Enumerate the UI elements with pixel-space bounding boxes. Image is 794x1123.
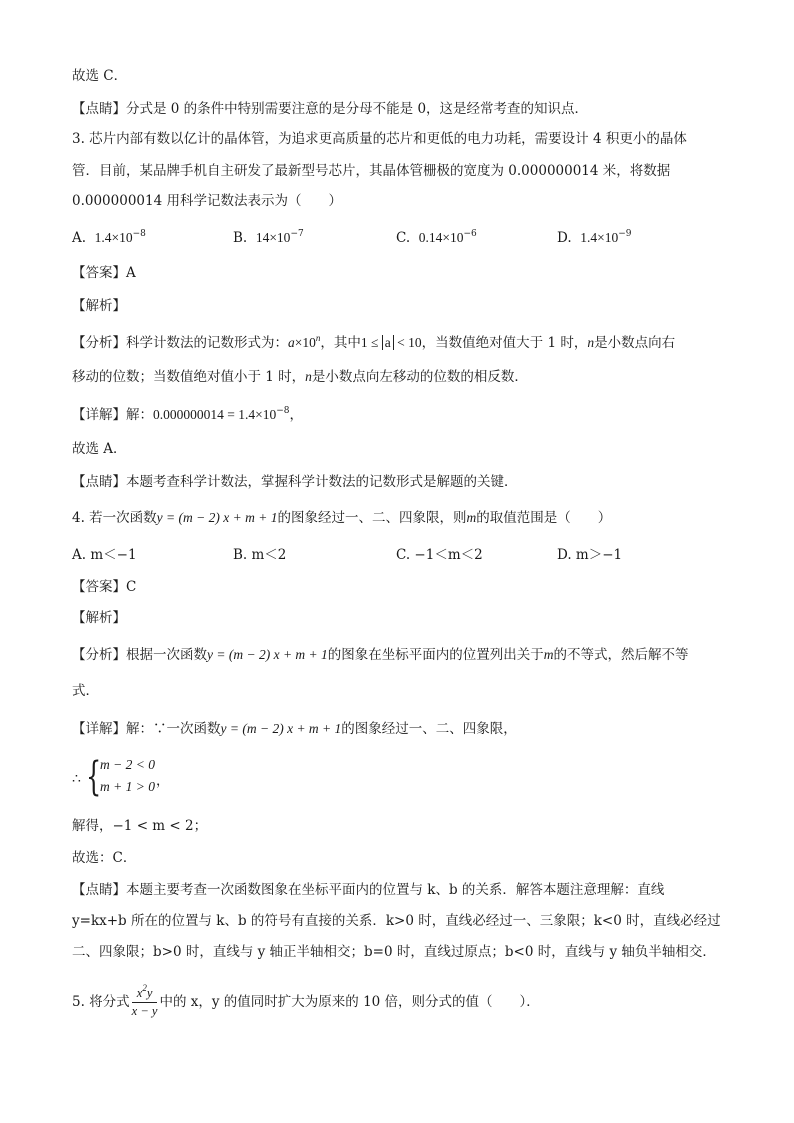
text-segment: 中的 x，y 的值同时扩大为原来的 10 倍，则分式的值（ ）． [159, 994, 540, 1010]
math-expr: y = (m − 2) x + m + 1 [220, 721, 342, 736]
option-letter: D. [557, 230, 572, 246]
text-segment: 【详解】解： [72, 407, 153, 423]
math-var: a [288, 335, 295, 350]
text-segment: 的图象经过一、二、四象限， [341, 721, 517, 737]
text-segment: ， [289, 407, 304, 423]
detail-line [72, 720, 517, 738]
tip-line: 【点睛】分式是 0 的条件中特别需要注意的是分母不能是 0，这是经常考查的知识点． [72, 101, 589, 117]
text-segment: ，当数值绝对值大于 1 时， [421, 335, 588, 351]
option-b: B. m＜2 [233, 547, 287, 563]
inequality-system [72, 754, 212, 800]
text-segment: 的图象在坐标平面内的位置列出关于 [327, 647, 544, 663]
analysis-line [72, 646, 689, 664]
tip-line: 二、四象限；b>0 时，直线与 y 轴正半轴相交；b=0 时，直线过原点；b<0 时，直线与 y 轴负半轴相交． [72, 944, 716, 960]
brace-symbol: { [86, 754, 102, 800]
question-3-text: 管．目前，某品牌手机自主研发了最新型号芯片，其晶体管栅极的宽度为 0.000000014 米，将数据 [72, 163, 671, 179]
option-b [233, 229, 304, 247]
option-letter: A. [72, 230, 87, 246]
num-var: x [136, 986, 143, 1000]
text-segment: 的取值范围是（ ） [476, 510, 612, 526]
fraction-numerator [132, 983, 158, 1003]
therefore-symbol: ∴ [72, 771, 81, 787]
option-c: C. −1＜m＜2 [396, 547, 483, 563]
math-expr: y = (m − 2) x + m + 1 [207, 647, 328, 662]
fraction [131, 983, 158, 1019]
text-segment: 的不等式，然后解不等 [553, 647, 689, 663]
solution-line: 解得，−1 < m < 2； [72, 818, 208, 834]
tip-line: 【点睛】本题主要考查一次函数图象在坐标平面内的位置与 k、b 的关系．解答本题注意理解：直线 [72, 882, 665, 898]
text-segment: 是小数点向左移动的位数的相反数． [311, 369, 528, 385]
text-segment: 【分析】根据一次函数 [72, 647, 207, 663]
option-exponent: −9 [618, 229, 632, 239]
text-segment: 【分析】科学计数法的记数形式为： [72, 335, 288, 351]
question-3-text: 3. 芯片内部有数以亿计的晶体管，为追求更高质量的芯片和更低的电力功耗，需要设计 4 积更小的晶体 [72, 131, 687, 147]
math-expr: < 10 [393, 335, 422, 350]
question-4-text [72, 509, 611, 527]
math-expr: 0.000000014 = 1.4×10 [153, 407, 277, 422]
option-d [557, 229, 632, 247]
question-5-text [72, 985, 540, 1019]
option-exponent: −8 [132, 229, 146, 239]
fraction-denominator: x − y [131, 1004, 158, 1018]
option-d: D. m＞−1 [557, 547, 623, 563]
math-var: n [587, 335, 595, 350]
text-segment: 4. 若一次函数 [72, 510, 157, 526]
num-exponent: 2 [142, 983, 147, 993]
option-letter: B. [233, 230, 248, 246]
text-segment: 的图象经过一、二、四象限，则 [277, 510, 467, 526]
text-segment: 【详解】解：∵一次函数 [72, 721, 221, 737]
text-segment: 移动的位数；当数值绝对值小于 1 时， [72, 369, 306, 385]
analysis-label: 【解析】 [72, 298, 126, 314]
math-var: n [305, 369, 312, 384]
option-exponent: −7 [290, 229, 304, 239]
inequality-2: m + 1 > 0 [100, 779, 155, 794]
option-letter: C. [396, 230, 411, 246]
inequality-1: m − 2 < 0 [100, 757, 155, 772]
math-exponent: −8 [276, 406, 290, 416]
analysis-line [72, 368, 528, 386]
tip-line: 【点睛】本题考查科学计数法，掌握科学计数法的记数形式是解题的关键． [72, 474, 518, 490]
option-a [72, 229, 146, 247]
text-segment: 5. 将分式 [72, 994, 130, 1010]
option-value: 14×10 [255, 230, 291, 245]
math-expr: ×10 [294, 335, 316, 350]
option-a: A. m＜−1 [72, 547, 137, 563]
math-var: m [543, 647, 554, 662]
choice-line: 故选 A． [72, 441, 127, 457]
comma: ， [156, 773, 170, 789]
math-expr: 1 ≤ [360, 335, 382, 350]
num-var: y [146, 986, 153, 1000]
text-segment: ，其中 [320, 335, 361, 351]
analysis-line: 式． [72, 683, 99, 699]
analysis-line [72, 334, 675, 352]
text-segment: 是小数点向右 [594, 335, 676, 351]
math-exponent: n [315, 333, 321, 343]
math-abs: a [382, 335, 394, 350]
option-exponent: −6 [463, 229, 477, 239]
detail-line [72, 406, 303, 424]
answer-label: 【答案】C [72, 579, 137, 595]
option-c [396, 229, 477, 247]
math-expr: y = (m − 2) x + m + 1 [156, 510, 278, 525]
tip-line: y=kx+b 所在的位置与 k、b 的符号有直接的关系．k>0 时，直线必经过一、三象限；k<0 时，直线必经过 [72, 913, 721, 929]
question-3-text: 0.000000014 用科学记数法表示为（ ） [72, 193, 342, 209]
math-var: m [466, 510, 477, 525]
choice-line: 故选 C． [72, 68, 128, 84]
option-value: 1.4×10 [94, 230, 133, 245]
answer-label: 【答案】A [72, 265, 136, 281]
option-value: 1.4×10 [580, 230, 619, 245]
analysis-label: 【解析】 [72, 610, 126, 626]
choice-line: 故选：C． [72, 850, 137, 866]
option-value: 0.14×10 [418, 230, 464, 245]
